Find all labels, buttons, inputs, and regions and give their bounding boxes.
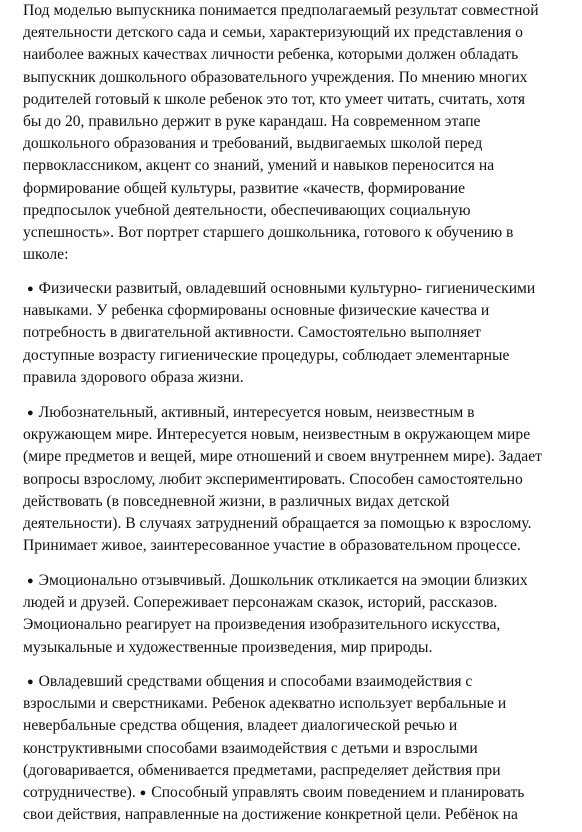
text-line: потребность в двигательной активности. Самостоятельно выполняет [23,324,481,342]
text-line: свои действия, направленные на достижение конкретной цели. Ребёнок на [23,806,518,824]
bullet-icon: ● [27,407,34,419]
bullet-item-emotional [23,570,578,659]
text-line: Физически развитый, овладевший основными культурно- гигиеническими [38,280,536,297]
bullet-icon: ● [27,575,34,587]
text-line: формирование общей культуры, развитие «качеств, формирование [23,179,466,197]
text-line: Под моделью выпускника понимается предполагаемый результат совместной [23,2,539,19]
text-line: школе: [23,246,69,264]
text-line: вопросы взрослому, любит экспериментировать. Способен самостоятельно [23,470,523,488]
text-line: музыкальные и художественные произведения, мир природы. [23,638,433,656]
bullet-first-line [23,570,578,592]
text-line: взрослыми и сверстниками. Ребенок адекватно использует вербальные и [23,695,507,713]
text-line: выпускник дошкольного образовательного учреждения. По мнению многих [23,68,528,86]
bullet-first-line [23,278,578,300]
text-line: родителей готовый к школе ребенок это тот, кто умеет читать, считать, хотя [23,90,526,108]
text-line: Овладевший средствами общения и способами взаимодействия с [38,673,473,690]
text-line: бы до 20, правильно держит в руке карандаш. На современном этапе [23,113,481,131]
text-line: (мире предметов и вещей, мире отношений и своем внутреннем мире). Задает [23,448,542,466]
text-line: деятельности). В случаях затруднений обращается за помощью к взрослому. [23,515,532,533]
bullet-first-line [23,671,578,693]
text-line: невербальные средства общения, владеет диалогической речью и [23,717,458,735]
bullet-item-physically-developed [23,278,578,389]
text-line: окружающем мире. Интересуется новым, неизвестным в окружающем мире [23,426,531,444]
text-line: дошкольного образования и требований, выдвигаемых школой перед [23,135,483,153]
text-line: успешность». Вот портрет старшего дошкольника, готового к обучению в [23,224,514,242]
text-line: действовать (в повседневной жизни, в различных видах детской [23,492,450,510]
bullet-item-communication [23,671,578,826]
text-line: Эмоционально реагирует на произведения изобразительного искусства, [23,616,501,634]
text-line: (договаривается, обменивается предметами, распределяет действия при [23,761,501,779]
text-line: Принимает живое, заинтересованное участие в образовательном процессе. [23,537,521,555]
bullet-icon: ● [27,283,34,295]
text-line: конструктивными способами взаимодействия с детьми и взрослыми [23,739,478,757]
bullet-first-line [23,402,578,424]
bullet-item-curious [23,402,578,557]
text-line: Любознательный, активный, интересуется новым, неизвестным в [38,404,475,421]
text-line: деятельности детского сада и семьи, характеризующий их представления о [23,24,523,42]
text-line: людей и друзей. Сопереживает персонажам сказок, историй, рассказов. [23,594,498,612]
text-line-with-inline-bullet [23,782,578,804]
intro-paragraph [23,0,578,266]
text-line: Эмоционально отзывчивый. Дошкольник откликается на эмоции близких [38,572,528,589]
text-line: правила здорового образа жизни. [23,368,244,386]
text-line: предпосылок учебной деятельности, обеспечивающих социальную [23,201,471,219]
text-fragment: Способный управлять своим поведением и планировать [151,784,525,802]
text-fragment: сотрудничестве). [23,784,136,802]
bullet-icon: ● [27,676,34,688]
text-line: доступные возрасту гигиенические процедуры, соблюдает элементарные [23,346,510,364]
text-line: первоклассником, акцент со знаний, умений и навыков переносится на [23,157,495,175]
text-line: навыками. У ребенка сформированы основные физические качества и [23,302,490,320]
bullet-icon: ● [139,787,147,800]
text-line: наиболее важных качествах личности ребенка, которыми должен обладать [23,46,519,64]
